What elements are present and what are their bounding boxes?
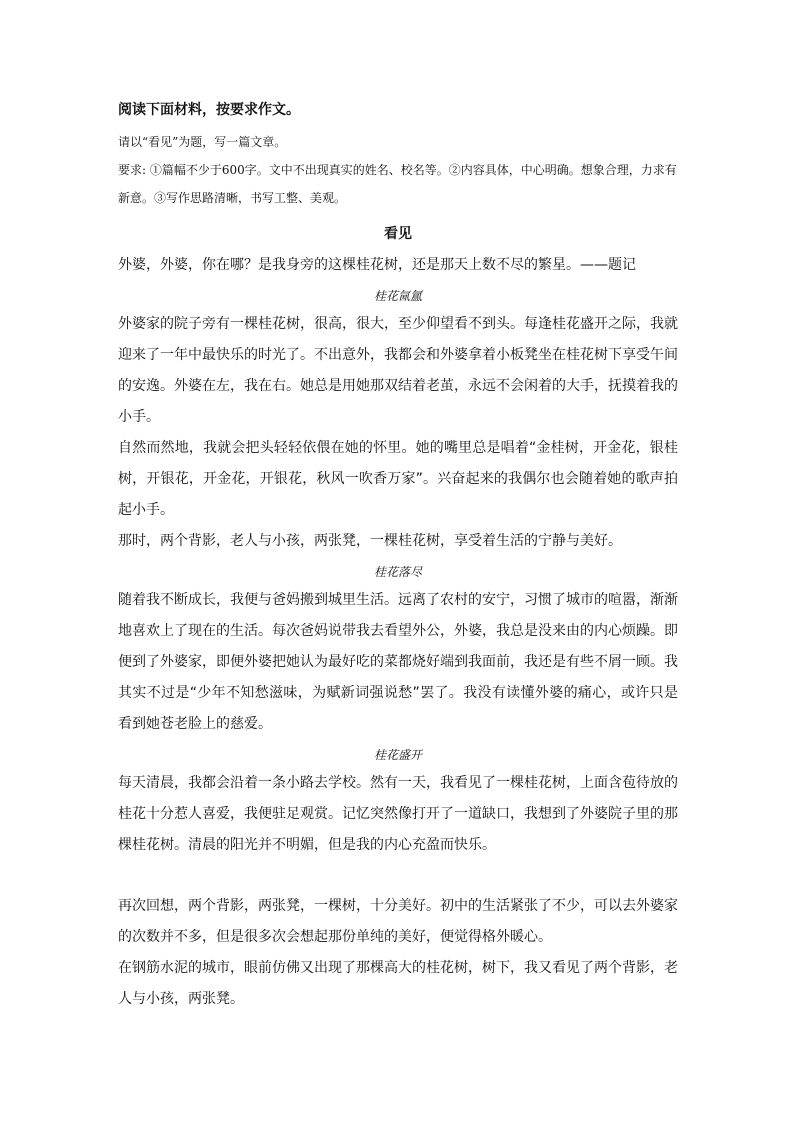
section-heading-1: 桂花氤氲 [373,289,422,303]
paragraph: 在钢筋水泥的城市，眼前仿佛又出现了那棵高大的桂花树，树下，我又看见了两个背影，老人与小孩，两张凳。 [118,960,678,1007]
section-heading-2: 桂花落尽 [373,565,422,579]
paragraph: 外婆家的院子旁有一棵桂花树，很高，很大，至少仰望看不到头。每逢桂花盛开之际，我就迎来了一年中最快乐的时光了。不出意外，我都会和外婆拿着小板凳坐在桂花树下享受午间的安逸。外婆在左，我在右。她总是用她那双结着老茧，永远不会闲着的大手，抚摸着我的小手。 [118,316,678,425]
section-heading-3: 桂花盛开 [373,748,422,762]
paragraph: 再次回想，两个背影，两张凳，一棵树，十分美好。初中的生活紧张了不少，可以去外婆家的次数并不多，但是很多次会想起那份单纯的美好，便觉得格外暖心。 [118,898,678,945]
paragraph-gap [118,861,678,891]
essay-epigraph: 外婆，外婆，你在哪？是我身旁的这棵桂花树，还是那天上数不尽的繁星。——题记 [118,257,636,273]
document-content [118,100,678,1015]
paragraph: 那时，两个背影，老人与小孩，两张凳，一棵桂花树，享受着生活的宁静与美好。 [118,533,622,549]
paragraph: 自然而然地，我就会把头轻轻依偎在她的怀里。她的嘴里总是唱着“金桂树，开金花，银桂树，开银花，开金花，开银花，秋风一吹香万家”。兴奋起来的我偶尔也会随着她的歌声拍起小手。 [118,440,678,518]
task-requirements: 要求: ①篇幅不少于600字。文中不出现真实的姓名、校名等。②内容具体，中心明确。想象合理，力求有新意。③写作思路清晰，书写工整、美观。 [118,163,677,205]
task-prompt: 请以“看见”为题，写一篇文章。 [118,135,287,149]
paragraph: 随着我不断成长，我便与爸妈搬到城里生活。远离了农村的安宁，习惯了城市的喧嚣，渐渐地喜欢上了现在的生活。每次爸妈说带我去看望外公，外婆，我总是没来由的内心烦躁。即便到了外婆家，即便外婆把她认为最好吃的菜都烧好端到我面前，我还是有些不屑一顾。我其实不过是“少年不知愁滋味，为赋新词强说愁”罢了。我没有读懂外婆的痛心，或许只是看到她苍老脸上的慈爱。 [118,592,678,732]
essay-title: 看见 [384,226,412,242]
task-instruction: 阅读下面材料，按要求作文。 [118,102,300,118]
paragraph: 每天清晨，我都会沿着一条小路去学校。然有一天，我看见了一棵桂花树，上面含苞待放的桂花十分惹人喜爱，我便驻足观赏。记忆突然像打开了一道缺口，我想到了外婆院子里的那棵桂花树。清晨的阳光并不明媚，但是我的内心充盈而快乐。 [118,775,678,853]
